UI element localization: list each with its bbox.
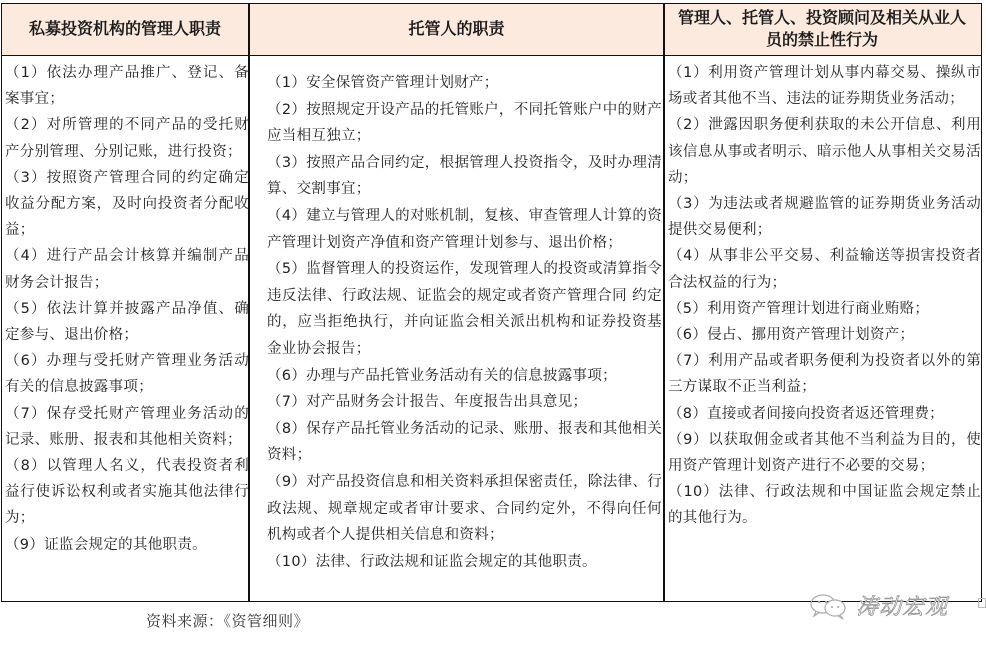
list-item: （2）对所管理的不同产品的受托财产分别管理、分别记账，进行投资；: [5, 117, 249, 160]
list-item: （3）按照产品合同约定，根据管理人投资指令，及时办理清算、交割事宜；: [267, 154, 662, 198]
watermark-text: 涛动宏观: [856, 595, 949, 620]
table-header: [2, 4, 981, 56]
custodian-duties-column: [267, 56, 662, 601]
list-item: （8）直接或者间接向投资者返还管理费；: [668, 405, 944, 422]
watermark: [808, 590, 948, 621]
list-item: （3）为违法或者规避监管的证券期货业务活动提供交易便利；: [668, 196, 981, 239]
source-caption: 资料来源：《资管细则》: [146, 612, 310, 630]
header-prohibited-acts: 管理人、托管人、投资顾问及相关从业人员的禁止性行为: [677, 8, 966, 49]
list-item: （9）证监会规定的其他职责。: [5, 536, 207, 553]
list-item: （2）按照规定开设产品的托管账户，不同托管账户中的财产应当相互独立；: [267, 101, 662, 145]
list-item: （10）法律、行政法规和证监会规定的其他职责。: [267, 553, 597, 570]
list-item: （8）以管理人名义，代表投资者利益行使诉讼权利或者实施其他法律行为；: [5, 458, 249, 527]
list-item: （7）对产品财务会计报告、年度报告出具意见；: [267, 394, 588, 411]
list-item: （5）监督管理人的投资运作，发现管理人的投资或清算指令违反法律、行政法规、证监会的规定或者资产管理合同 约定的，应当拒绝执行，并向证监会相关派出机构和证券投资基金业协会报告；: [267, 261, 662, 357]
list-item: （1）利用资产管理计划从事内幕交易、操纵市场或者其他不当、违法的证券期货业务活动；: [668, 65, 981, 108]
list-item: （5）利用资产管理计划进行商业贿赂；: [668, 300, 930, 317]
list-item: （9）对产品投资信息和相关资料承担保密责任，除法律、行政法规、规章规定或者审计要求、合同约定外，不得向任何机构或者个人提供相关信息和资料；: [267, 473, 662, 544]
list-item: （7）保存受托财产管理业务活动的记录、账册、报表和其他相关资料；: [5, 405, 249, 448]
header-manager-duties: 私募投资机构的管理人职责: [28, 19, 221, 38]
list-item: （4）建立与管理人的对账机制，复核、审查管理人计算的资产管理计划资产净值和资产管理计划参与、退出价格；: [267, 207, 662, 251]
header-custodian-duties: 托管人的职责: [408, 19, 505, 38]
list-item: （6）办理与受托财产管理业务活动有关的信息披露事项；: [5, 353, 249, 396]
duties-table: [1, 3, 982, 602]
list-item: （10）法律、行政法规和中国证监会规定禁止的其他行为。: [668, 484, 981, 527]
wechat-icon: [808, 591, 850, 621]
edge-marker: [978, 598, 986, 608]
list-item: （5）依法计算并披露产品净值、确定参与、退出价格；: [5, 300, 249, 344]
list-item: （4）从事非公平交易、利益输送等损害投资者合法权益的行为；: [668, 248, 981, 291]
list-item: （1）安全保管资产管理计划财产；: [267, 75, 499, 91]
prohibited-acts-column: [668, 56, 981, 601]
list-item: （1）依法办理产品推广、登记、备案事宜；: [5, 65, 249, 108]
list-item: （4）进行产品会计核算并编制产品财务会计报告；: [5, 248, 249, 291]
list-item: （3）按照资产管理合同的约定确定收益分配方案，及时向投资者分配收益；: [5, 169, 249, 239]
list-item: （2）泄露因职务便利获取的未公开信息、利用该信息从事或者明示、暗示他人从事相关交易活动；: [668, 117, 981, 186]
list-item: （7）利用产品或者职务便利为投资者以外的第三方谋取不正当利益；: [668, 353, 981, 396]
list-item: （6）侵占、挪用资产管理计划资产；: [668, 327, 915, 344]
list-item: （6）办理与产品托管业务活动有关的信息披露事项；: [267, 367, 617, 384]
manager-duties-column: [5, 56, 249, 601]
list-item: （9）以获取佣金或者其他不当利益为目的，使用资产管理计划资产进行不必要的交易；: [668, 431, 981, 475]
list-item: （8）保存产品托管业务活动的记录、账册、报表和其他相关资料；: [267, 420, 662, 464]
column-divider: [663, 4, 665, 601]
